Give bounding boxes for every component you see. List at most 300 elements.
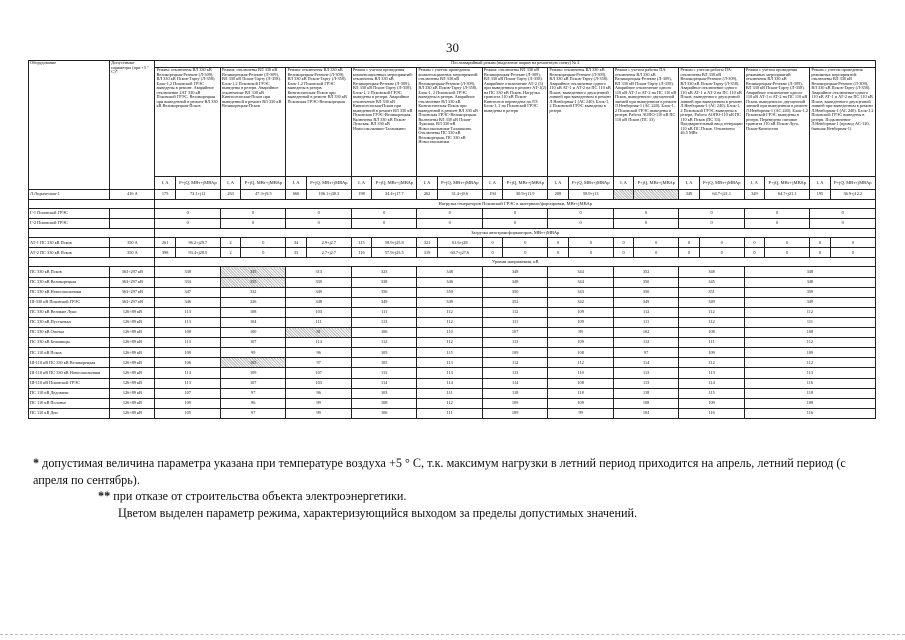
table-row: [29, 209, 876, 219]
table-row: [29, 388, 876, 398]
mode-header-3: Режим: отключены ВЛ 330 кВ Великорецкая-Резекне (Л-309), ВЛ 330 кВ Псков-Тарту (Л-358). Блок-1,2 Псковской ГРЭС выведены в резерв. Кингисеппская-Псков при выведенной в ремонт ВЛ 330 кВ Псковская ГРЭС-Великорецкая: [286, 68, 351, 177]
table-cell: 112: [613, 307, 678, 317]
table-cell: 64.7+j21.1: [765, 190, 810, 200]
table-cell: 112: [482, 307, 547, 317]
table-cell: 114: [613, 358, 678, 368]
table-cell: 99: [286, 408, 351, 418]
table-cell: 351: [679, 287, 744, 297]
row-allowed: 363÷297 кВ: [110, 287, 155, 297]
section-voltage-title: Уровни напряжения, кВ: [155, 258, 876, 267]
table-cell: 349: [351, 297, 416, 307]
table-row: [29, 219, 876, 229]
row-label: ПС 110 кВ Псков: [29, 348, 110, 358]
table-cell: 0: [417, 219, 482, 229]
table-cell: 109: [679, 348, 744, 358]
table-cell: 106: [351, 408, 416, 418]
row-allowed: 350 А: [110, 248, 155, 258]
table-cell: 109: [744, 348, 875, 358]
table-cell: 104: [613, 408, 678, 418]
table-cell: 96: [286, 388, 351, 398]
table-cell: 109: [482, 408, 547, 418]
row-allowed: 126÷89 кВ: [110, 398, 155, 408]
table-cell: 112: [548, 358, 613, 368]
row-label: ПС 330 кВ Великие Луки: [29, 307, 110, 317]
table-cell: 348: [744, 267, 875, 277]
footnotes: [33, 455, 883, 521]
table-cell: 60.7+j27.6: [437, 248, 482, 258]
table-cell: 0: [810, 238, 830, 248]
table-cell: 0: [351, 219, 416, 229]
mode-header-6: Режим: отключены ВЛ 330 кВ Великорецкая-Резекне (Л-309), ВЛ 330 кВ Псков-Тарту (Л-358). Аварийное отключение АТ-2 (3) при выведенном в ремонт АТ-1(2) на ПС 330 кВ Псков. Нагрузка трансита 110 кВ Псков-Кингисепп переведена на ЛЭ. Блок-1, 2 на Псковской ГРЭС выведены в резерв: [482, 68, 547, 177]
table-cell: 0: [810, 248, 830, 258]
table-cell: 111: [351, 307, 416, 317]
footnote-1: [33, 455, 883, 488]
table-cell: 344: [548, 277, 613, 287]
table-cell: 338: [155, 267, 220, 277]
table-cell: 0: [548, 238, 568, 248]
row-label: ПС 110 кВ Полонье: [29, 398, 110, 408]
table-cell: 350: [744, 287, 875, 297]
table-cell: 346: [155, 297, 220, 307]
table-cell: 347: [155, 287, 220, 297]
table-cell: 0: [482, 248, 502, 258]
table-cell: 113: [155, 378, 220, 388]
row-allowed: 126÷89 кВ: [110, 378, 155, 388]
table-cell: 81: [286, 328, 351, 338]
table-cell: 113: [417, 358, 482, 368]
footnote-2: [33, 488, 883, 505]
table-cell: 112: [417, 338, 482, 348]
table-cell: 96: [286, 348, 351, 358]
row-allowed: 363÷297 кВ: [110, 267, 155, 277]
col-header-equipment: Оборудование: [29, 61, 110, 190]
table-cell: 109: [548, 317, 613, 327]
table-cell: 0: [482, 209, 547, 219]
table-cell: 112: [679, 307, 744, 317]
row-allowed: [110, 219, 155, 229]
table-cell: 0: [765, 238, 810, 248]
table-cell: 111: [417, 408, 482, 418]
table-cell: 0: [417, 209, 482, 219]
table-cell: 0: [568, 238, 613, 248]
table-row: [29, 408, 876, 418]
table-cell: 30.9+j11.9: [503, 190, 548, 200]
section-autotransformers-title: Загрузка автотрансформаторов, МВт+jМВАр: [155, 229, 876, 238]
subheader-current: I, A: [417, 177, 437, 190]
table-cell: 319: [417, 248, 437, 258]
table-row: [29, 398, 876, 408]
mode-header-row: [29, 68, 876, 177]
table-cell: 99: [220, 348, 285, 358]
section-spacer: [29, 229, 155, 238]
mode-header-8: Режим с учетом работы ПА: отключены ВЛ 330 кВ Великорецкая-Резекне (Л-309), ВЛ 330 кВ Псков-Тарту (Л-358). Аварийное отключение одного 110 кВ АТ-1 и АТ-2 на ПС 110 кВ Псков, выведенного двухцепной линией при выведенном в ремонт Л.Невборная-1 (АС 240). Блок-1, 2 Псковской ГРЭС выведены в резерв. Работа АОПО-110 кВ ПС 110 кВ Псков (ПС 33): [613, 68, 678, 177]
footnote-1-text: допустимая величина параметра указана при температуре воздуха +5 ° С, т.к. максимум нагрузки в летний период приходится на апрель, летний период (с апреля по сентябрь).: [33, 456, 846, 487]
table-cell: 118: [744, 388, 875, 398]
table-cell: 0: [568, 248, 613, 258]
table-cell: 112: [744, 338, 875, 348]
table-cell: 109: [548, 398, 613, 408]
table-cell: 118: [548, 388, 613, 398]
mode-title: Послеаварийный режим (выделение шарин на ремонтную схему) № 2: [155, 61, 876, 68]
table-cell: 110: [417, 328, 482, 338]
mode-header-4: Режим с учетом проведения компенсационных мероприятий: отключены ВЛ 330 кВ Великорецкая-Резекне (Л-309), ВЛ 330 кВ Псков-Тарту (Л-358). Блок-1, 2 Псковской ГРЭС выведены в резерв. Аварийное отключение ВЛ 330 кВ Кингисеппская-Псков при выведенной в ремонт ВЛ 330 кВ Псковская ГРЭС-Великорецкая. Включены ВЛ 330 кВ Псков-Лужская, ВЛ 330 кВ Новосокольники-Талашкино: [351, 68, 416, 177]
table-cell: 0: [699, 238, 744, 248]
table-cell: 0: [241, 238, 286, 248]
table-cell: 113: [417, 368, 482, 378]
table-cell: 108: [220, 307, 285, 317]
table-cell: 0: [548, 209, 613, 219]
table-cell: 113: [351, 317, 416, 327]
table-cell: 112: [417, 317, 482, 327]
subheader-power: P+jQ, МВт+jМВАр: [372, 177, 417, 190]
footnote-2-text: при отказе от строительства объекта электроэнергетики.: [113, 489, 407, 503]
table-row: [29, 368, 876, 378]
table-cell: 112: [679, 317, 744, 327]
table-cell: 108: [548, 378, 613, 388]
table-cell: 115: [679, 388, 744, 398]
table-cell: 335: [220, 277, 285, 287]
table-cell: 2: [220, 238, 240, 248]
table-cell: 348: [286, 297, 351, 307]
row-label: АТ-2 ПС 330 кВ Псков: [29, 248, 110, 258]
table-cell: 111: [744, 317, 875, 327]
table-cell: 115: [351, 238, 371, 248]
table-cell: 0: [241, 248, 286, 258]
table-cell: 0: [155, 219, 220, 229]
subheader-current: I, A: [810, 177, 830, 190]
table-cell: 344: [548, 267, 613, 277]
table-cell: 0: [810, 209, 876, 219]
table-cell: 111: [679, 338, 744, 348]
table-cell: 195: [810, 190, 830, 200]
table-cell: 114: [417, 378, 482, 388]
table-cell: 116: [744, 378, 875, 388]
subheader-power: P+jQ, МВт+jМВАр: [634, 177, 679, 190]
table-cell: 61.6+j28: [437, 238, 482, 248]
table-cell: 323: [351, 267, 416, 277]
table-cell: 0: [765, 248, 810, 258]
mode-header-1: Режим: отключены ВЛ 330 кВ Великорецкая-Резекне (Л-309), ВЛ 330 кВ Псков-Тарту (Л-358). Блок-1,2 Псковской ГРЭС выведены в ремонт. Аварийное отключение 2АТ 330 кВ Псковской ГРЭС. Великорецкая при выведенной в ремонт ВЛ 330 кВ Великорецкая-Псков: [155, 68, 220, 177]
table-cell: 345: [679, 277, 744, 287]
table-cell: 97: [286, 358, 351, 368]
row-allowed: 126÷89 кВ: [110, 408, 155, 418]
table-cell: 0: [613, 248, 633, 258]
table-cell: 107: [220, 338, 285, 348]
table-cell: 313: [286, 267, 351, 277]
table-cell: 0: [830, 248, 875, 258]
page-number: 30: [446, 40, 459, 55]
table-cell: 335: [220, 267, 285, 277]
table-cell: 348: [744, 277, 875, 287]
table-cell: 0: [613, 209, 678, 219]
subheader-current: I, A: [744, 177, 764, 190]
table-row: [29, 238, 876, 248]
row-allowed: 126÷89 кВ: [110, 317, 155, 327]
table-cell: 356: [351, 287, 416, 297]
table-cell: 113: [155, 338, 220, 348]
table-row: [29, 287, 876, 297]
mode-header-2: Режим: отключены ВЛ 330 кВ Великорецкая-Резекне (Л-309), ВЛ 330 кВ Псков-Тарту (Л-358). Блок-1,2 Псковской ГРЭС выведены в резерв. Аварийное отключение ВЛ 330 кВ Кингисеппская-Псков при выведенной в ремонт ВЛ 330 кВ Великорецкая-Псков: [220, 68, 285, 177]
table-cell: 113: [613, 368, 678, 378]
table-cell: 108: [351, 398, 416, 408]
row-label: АТ-1 ПС 330 кВ Псков: [29, 238, 110, 248]
subheader-power: P+jQ, МВт+jМВАр: [241, 177, 286, 190]
table-cell: 108: [744, 328, 875, 338]
table-cell: 109: [548, 338, 613, 348]
table-row: [29, 378, 876, 388]
table-cell: 116: [351, 248, 371, 258]
subheader-power: P+jQ, МВт+jМВАр: [699, 177, 744, 190]
table-cell: 105: [351, 358, 416, 368]
table-cell: 111: [286, 317, 351, 327]
subheader-power: P+jQ, МВт+jМВАр: [306, 177, 351, 190]
table-cell: 115: [417, 348, 482, 358]
mode-header-5: Режим с учетом проведения компенсационных мероприятий: отключены ВЛ 330 кВ Великорецкая-Резекне (Л-309), ВЛ 330 кВ Псков-Тарту (Л-358). Блок-1, 2 Псковской ГРЭС выведены в резерв. Аварийное отключение ВЛ 330 кВ Кингисеппская-Псков при выведенной в ремонт ВЛ 330 кВ Псковская ГРЭС-Великорецкая. Включены ВЛ 330 кВ Псков-Лужская, ВЛ 330 кВ Новосокольники-Талашкино. Отключены ПС 330 кВ Великорецкая, ПС 330 кВ Новосокольники: [417, 68, 482, 177]
subheader-power: P+jQ, МВт+jМВАр: [568, 177, 613, 190]
subheader-current: I, A: [286, 177, 306, 190]
table-cell: 2: [220, 248, 240, 258]
table-cell: 0: [744, 248, 764, 258]
table-cell: 208: [548, 190, 568, 200]
table-cell: 350: [613, 277, 678, 287]
row-allowed: 363÷297 кВ: [110, 277, 155, 287]
row-label: ПС 110 кВ Дно: [29, 408, 110, 418]
table-cell: 0: [503, 238, 548, 248]
table-cell: 108: [548, 348, 613, 358]
table-cell: 36.9+j12.2: [830, 190, 875, 200]
subheader-power: P+jQ, МВт+jМВАр: [503, 177, 548, 190]
row-allowed: 416 А: [110, 190, 155, 200]
table-cell: 330: [286, 277, 351, 287]
table-cell: 261: [155, 238, 175, 248]
table-cell: 97: [220, 388, 285, 398]
footnote-1-mark: *: [33, 456, 40, 470]
table-cell: 113: [351, 368, 416, 378]
table-cell: 0: [548, 219, 613, 229]
table-cell: 352: [482, 297, 547, 307]
table-cell: 112: [417, 307, 482, 317]
table-cell: 326: [220, 297, 285, 307]
table-cell: 89: [548, 328, 613, 338]
subheader-power: P+jQ, МВт+jМВАр: [830, 177, 875, 190]
row-label: ПС 110 кВ Дедовичи: [29, 388, 110, 398]
table-cell: 116: [744, 408, 875, 418]
table-cell: 114: [482, 378, 547, 388]
table-row: [29, 317, 876, 327]
table-cell: 99: [548, 408, 613, 418]
table-cell: 57.9+j25.5: [372, 248, 417, 258]
table-cell: 106: [351, 328, 416, 338]
table-row: [29, 277, 876, 287]
row-label: ПС 330 кВ Новосокольники: [29, 287, 110, 297]
table-cell: 342: [548, 297, 613, 307]
table-cell: 105: [351, 348, 416, 358]
section-autotransformers: [29, 229, 876, 238]
table-cell: 349: [417, 297, 482, 307]
table-cell: 0: [699, 248, 744, 258]
table-cell: 34: [286, 238, 306, 248]
table-cell: 112: [744, 307, 875, 317]
table-cell: 332: [220, 287, 285, 297]
table-cell: 96.2+j29.7: [175, 238, 220, 248]
subheader-current: I, A: [155, 177, 175, 190]
footnote-2-mark: **: [98, 489, 111, 503]
table-cell: 114: [351, 378, 416, 388]
table-row: [29, 328, 876, 338]
table-cell: 112: [351, 338, 416, 348]
table-cell: 0: [286, 209, 351, 219]
table-cell: 398: [155, 248, 175, 258]
table-cell: 111: [482, 317, 547, 327]
table-cell: 113: [482, 338, 547, 348]
table-cell: 0: [810, 219, 876, 229]
table-cell: 113: [155, 317, 220, 327]
subheader-current: I, A: [220, 177, 240, 190]
row-label: Л.Лодыческая-1: [29, 190, 110, 200]
table-cell: 0: [482, 219, 547, 229]
regime-table-wrap: [28, 60, 876, 419]
table-cell: 0: [679, 209, 744, 219]
table-cell: 2.9+j2.7: [306, 238, 351, 248]
section-spacer: [29, 200, 155, 209]
mode-header-11: Режим с учетом проведения режимных мероприятий: отключены ВЛ 330 кВ Великорецкая-Резекне (Л-309), ВЛ 330 кВ Псков-Тарту (Л-358). Аварийное отключение одного 110 кВ АТ-1 и АТ-2 на ПС 110 кВ Псков, выведенного двухцепной линией при выведенном в ремонт Л.Невборная-1 (АС 240). Блок-1,2 Псковской ГРЭС выведены в резерв. Подключение Л.Невборная-1 (провод АС-120, бывшая Невборная-1): [810, 68, 876, 177]
row-allowed: 363÷297 кВ: [110, 297, 155, 307]
table-cell: 348: [482, 277, 547, 287]
table-cell: 262: [417, 190, 437, 200]
row-allowed: 350 А: [110, 238, 155, 248]
table-cell: 64.7+j21.1: [699, 190, 744, 200]
row-label: Г-2 Псковской ГРЭС: [29, 219, 110, 229]
table-cell: 349: [613, 297, 678, 307]
table-cell: 103: [351, 388, 416, 398]
table-cell: 112: [679, 358, 744, 368]
table-cell: 334: [155, 277, 220, 287]
table-cell: 0: [613, 238, 633, 248]
table-cell: 118: [613, 388, 678, 398]
table-cell: 99: [286, 398, 351, 408]
table-cell: 350: [613, 287, 678, 297]
table-cell: 111: [613, 317, 678, 327]
table-cell: 349: [744, 190, 764, 200]
mode-header-10: Режим с учетом проведения режимных мероприятий: отключены ВЛ 330 кВ Великорецкая-Резекне (Л-309), ВЛ 330 кВ Псков-Тарту (Л-358). Аварийное отключение одного 110 кВ АТ-1 и АТ-2 на ПС 110 кВ Псков, выведенного двухцепной линией при выведенном в ремонт Л.Невборная-1 (АС 240). Блок-1,2 Псковской ГРЭС выведены в резерв. Переведено питание трансита 110 кВ Псков-Луга, Псков-Кингисепп: [744, 68, 809, 177]
subheader-power: P+jQ, МВт+jМВАр: [437, 177, 482, 190]
table-cell: 107: [286, 368, 351, 378]
subheader-current: I, A: [679, 177, 699, 190]
regime-table-body: [29, 61, 876, 419]
table-cell: 113: [679, 368, 744, 378]
col-header-allowed: Допустимые параметры (при +5 ° С)*: [110, 61, 155, 190]
table-cell: 58.9+j25.8: [372, 238, 417, 248]
mode-header-7: Режим: отключены ВЛ 330 кВ Великорецкая-Резекне (Л-309), ВЛ 330 кВ Псков-Тарту (Л-358). Аварийное отключение одного 110 кВ АТ-1 и АТ-2 на ПС 110 кВ Псков, выведенного двухцепной линией при выведенном в ремонт Л.Невборная-1 (АС 240). Блок-1, 2 Псковской ГРЭС выведены в резерв: [548, 68, 613, 177]
table-cell: 107: [482, 328, 547, 338]
table-cell: 0: [744, 238, 764, 248]
table-cell: 263: [220, 190, 240, 200]
subheader-current: I, A: [482, 177, 502, 190]
table-cell: 198: [351, 190, 371, 200]
table-cell: 0: [634, 238, 679, 248]
table-cell: 96: [220, 398, 285, 408]
table-cell: 350: [417, 287, 482, 297]
table-cell: 348: [482, 267, 547, 277]
row-label: Ш-330 кВ Псковской ГРЭС: [29, 297, 110, 307]
table-cell: 47.3+j9.5: [241, 190, 286, 200]
table-cell: 109: [679, 398, 744, 408]
table-cell: 175: [155, 190, 175, 200]
table-cell: 0: [679, 219, 744, 229]
table-cell: 0: [482, 238, 502, 248]
table-cell: 34.4+j17.7: [372, 190, 417, 200]
table-cell: 346: [417, 277, 482, 287]
table-cell: 338: [351, 277, 416, 287]
table-cell: 0: [503, 248, 548, 258]
table-row: [29, 307, 876, 317]
table-cell: 93.4+j28.5: [175, 248, 220, 258]
subheader-row: [29, 177, 876, 190]
table-cell: 112: [482, 358, 547, 368]
table-cell: 97: [613, 348, 678, 358]
row-label: ПС 330 кВ Великорецкая: [29, 277, 110, 287]
table-cell: 0: [220, 219, 285, 229]
table-row: [29, 267, 876, 277]
table-cell: 108: [155, 328, 220, 338]
table-cell: 97: [220, 408, 285, 418]
table-cell: 113: [482, 368, 547, 378]
table-cell: 110: [548, 368, 613, 378]
table-cell: 0: [744, 219, 809, 229]
table-cell: 0: [155, 209, 220, 219]
row-allowed: 126÷89 кВ: [110, 338, 155, 348]
table-cell: 58.9+j13: [568, 190, 613, 200]
table-cell: 343: [548, 287, 613, 297]
row-label: ПС 330 кВ Псков: [29, 267, 110, 277]
table-cell: 100: [220, 328, 285, 338]
row-label: Ш-110 кВ ПС 330 кВ Великорецкая: [29, 358, 110, 368]
scan-edge-line: [0, 634, 905, 635]
table-cell: 112: [417, 398, 482, 408]
section-generators: [29, 200, 876, 209]
row-label: ПС 330 кВ Пустынька: [29, 317, 110, 327]
table-cell: [613, 190, 633, 200]
table-cell: 0: [351, 209, 416, 219]
row-allowed: 126÷89 кВ: [110, 388, 155, 398]
table-cell: 109: [155, 398, 220, 408]
table-cell: 666: [286, 190, 306, 200]
row-label: Ш-110 кВ ПС 330 кВ Новосокольники: [29, 368, 110, 378]
subheader-power: P+jQ, МВт+jМВАр: [765, 177, 810, 190]
table-cell: 114: [155, 368, 220, 378]
table-cell: [634, 190, 679, 200]
section-spacer: [29, 258, 155, 267]
subheader-current: I, A: [548, 177, 568, 190]
table-cell: 109: [548, 307, 613, 317]
table-cell: 349: [679, 190, 699, 200]
table-cell: 2.7+j2.7: [306, 248, 351, 258]
regime-table: [28, 60, 876, 419]
footnote-3: Цветом выделен параметр режима, характеризующийся выходом за пределы допустимых значений.: [118, 505, 638, 520]
table-cell: 103: [286, 378, 351, 388]
table-cell: 72.1+j12: [175, 190, 220, 200]
table-cell: 0: [679, 248, 699, 258]
section-voltage: [29, 258, 876, 267]
mode-header-9: Режим с учетом работы ПА: отключены ВЛ 330 кВ Великорецкая-Резекне (Л-309), ВЛ 330 кВ Псков-Тарту (Л-358). Аварийное отключение одного 110 кВ АТ-1 и АТ-2 на ПС 110 кВ Псков, выведенного двухцепной линией при выведенном в ремонт Л.Невборная-1 (АС 240). Блок-1, 2 Псковской ГРЭС выведены в резерв. Работа АОПО-110 кВ ПС 110 кВ Псков (ПС 33). Предварительный ввод генерации 110 кВ ПС Псков. Отключено 46,5 МВт: [679, 68, 744, 177]
table-cell: 31.4+j9.6: [437, 190, 482, 200]
table-cell: 349: [286, 287, 351, 297]
table-cell: 105: [220, 358, 285, 368]
table-cell: 109: [482, 348, 547, 358]
table-cell: 103: [286, 307, 351, 317]
table-cell: 118: [482, 388, 547, 398]
table-cell: 0: [220, 209, 285, 219]
